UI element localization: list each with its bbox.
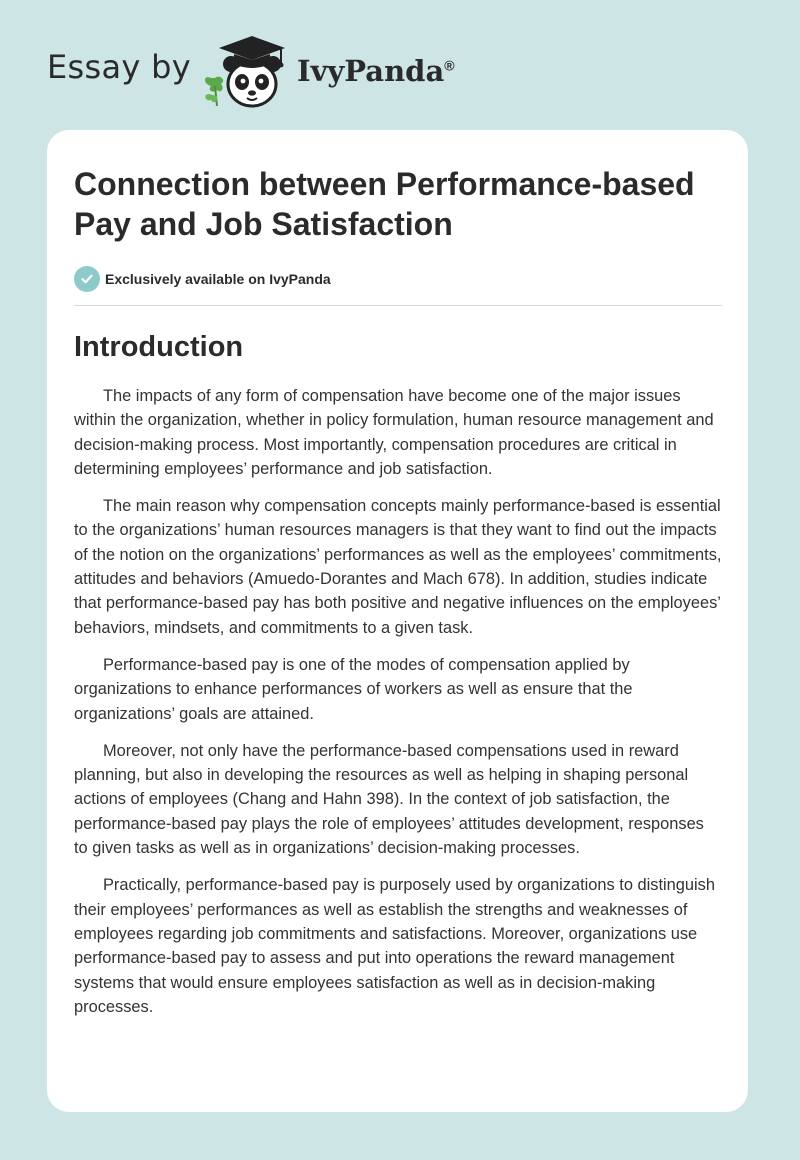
essay-by-label: Essay by xyxy=(47,48,191,86)
checkmark-icon xyxy=(74,266,100,292)
paragraph: Moreover, not only have the performance-based compensations used in reward planning, but also in developing the resources as well as helping in shaping personal actions of employees (Chang and Hahn 398). In the context of job satisfaction, the performance-based pay plays the role of employees’ attitudes development, responses to given tasks as well as in organizations’ decision-making processes. xyxy=(74,741,704,858)
paragraph: The impacts of any form of compensation have become one of the major issues within the organization, whether in policy formulation, human resource management and decision-making process. Most importantly, compensation procedures are critical in determining employees’ performance and job satisfaction. xyxy=(74,387,714,478)
paragraph: The main reason why compensation concepts mainly performance-based is essential to the organizations’ human resources managers is that they want to find out the impacts of the notion on the organizations’ performances as well as the employees’ commitments, attitudes and behaviors (Amuedo-Dorantes and Mach 678). In addition, studies indicate that performance-based pay has both positive and negative influences on the employees’ behaviors, mindsets, and commitments to a given task. xyxy=(74,497,722,637)
essay-body xyxy=(74,384,722,1019)
brand-name-text: IvyPanda xyxy=(297,54,445,88)
page-title: Connection between Performance-based Pay and Job Satisfaction xyxy=(74,166,695,242)
exclusive-notice xyxy=(74,265,722,293)
exclusive-label: Exclusively available on IvyPanda xyxy=(105,271,331,287)
brand-name[interactable] xyxy=(297,54,455,88)
section-heading: Introduction xyxy=(74,331,244,363)
site-header xyxy=(47,34,507,114)
paragraph: Performance-based pay is one of the modes of compensation applied by organizations to enhance performances of workers as well as ensure that the organizations’ goals are attained. xyxy=(74,655,633,723)
divider xyxy=(74,305,722,306)
registered-mark: ® xyxy=(444,57,455,74)
panda-graduation-cap-icon[interactable] xyxy=(201,34,291,110)
essay-card xyxy=(47,130,748,1112)
paragraph: Practically, performance-based pay is purposely used by organizations to distinguish their employees’ performances as well as establish the strengths and weaknesses of employees regarding job commitments and satisfactions. Moreover, organizations use performance-based pay to assess and put into operations the reward management systems that would ensure employees satisfaction as well as in decision-making processes. xyxy=(74,876,715,1016)
